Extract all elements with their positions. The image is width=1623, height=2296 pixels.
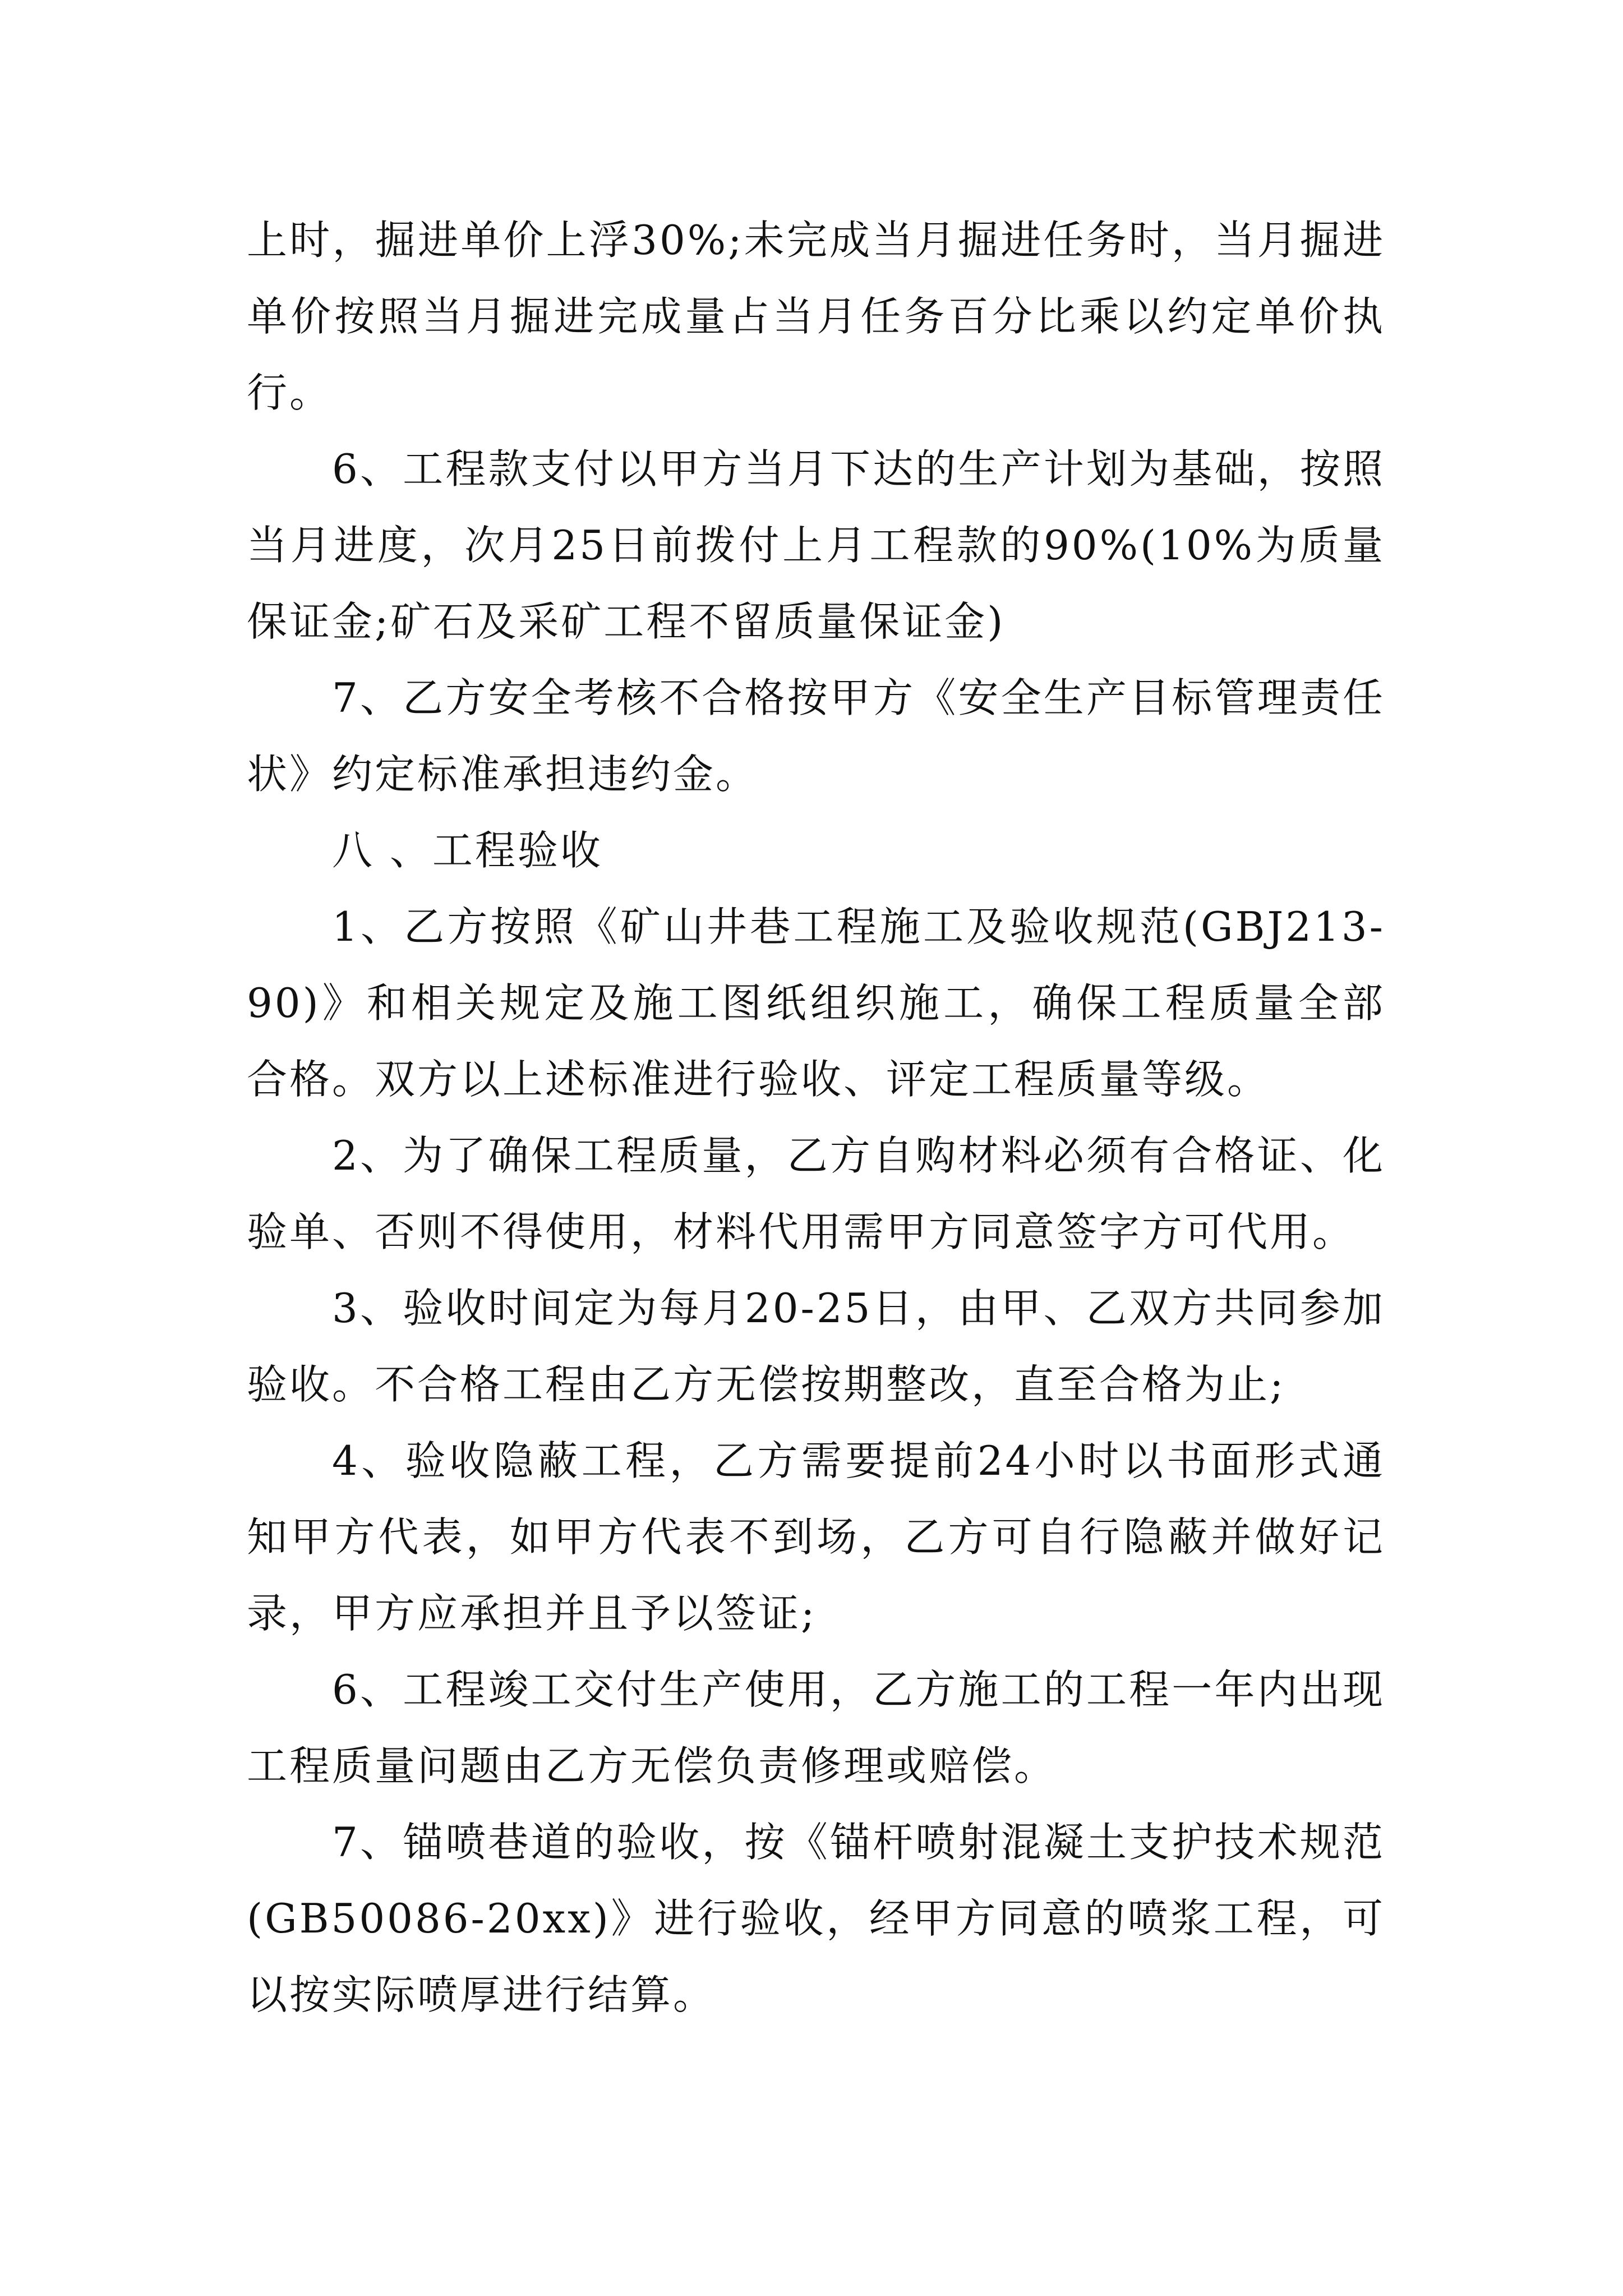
paragraph-warranty: 6、工程竣工交付生产使用，乙方施工的工程一年内出现工程质量问题由乙方无偿负责修理或赔偿。 xyxy=(247,1666,1385,1789)
paragraph-safety-penalty: 7、乙方安全考核不合格按甲方《安全生产目标管理责任状》约定标准承担违约金。 xyxy=(247,674,1385,798)
paragraph-materials: 2、为了确保工程质量，乙方自购材料必须有合格证、化验单、否则不得使用，材料代用需甲方同意签字方可代用。 xyxy=(247,1132,1385,1255)
paragraph-shotcrete: 7、锚喷巷道的验收，按《锚杆喷射混凝土支护技术规范(GB50086-20xx)》进行验收，经甲方同意的喷浆工程，可以按实际喷厚进行结算。 xyxy=(247,1819,1385,2018)
document-body xyxy=(247,202,1385,2033)
paragraph-acceptance-standard: 1、乙方按照《矿山井巷工程施工及验收规范(GBJ213-90)》和相关规定及施工图纸组织施工，确保工程质量全部合格。双方以上述标准进行验收、评定工程质量等级。 xyxy=(247,903,1385,1103)
paragraph-unit-price: 上时，掘进单价上浮30%;未完成当月掘进任务时，当月掘进单价按照当月掘进完成量占当月任务百分比乘以约定单价执行。 xyxy=(247,217,1385,416)
paragraph-acceptance-time: 3、验收时间定为每月20-25日，由甲、乙双方共同参加验收。不合格工程由乙方无偿按期整改，直至合格为止; xyxy=(247,1285,1385,1408)
section-heading-acceptance: 八 、工程验收 xyxy=(332,827,603,874)
paragraph-payment: 6、工程款支付以甲方当月下达的生产计划为基础，按照当月进度，次月25日前拨付上月工程款的90%(10%为质量保证金;矿石及采矿工程不留质量保证金) xyxy=(247,445,1385,645)
paragraph-concealed-works: 4、验收隐蔽工程，乙方需要提前24小时以书面形式通知甲方代表，如甲方代表不到场，乙方可自行隐蔽并做好记录，甲方应承担并且予以签证; xyxy=(247,1437,1385,1637)
